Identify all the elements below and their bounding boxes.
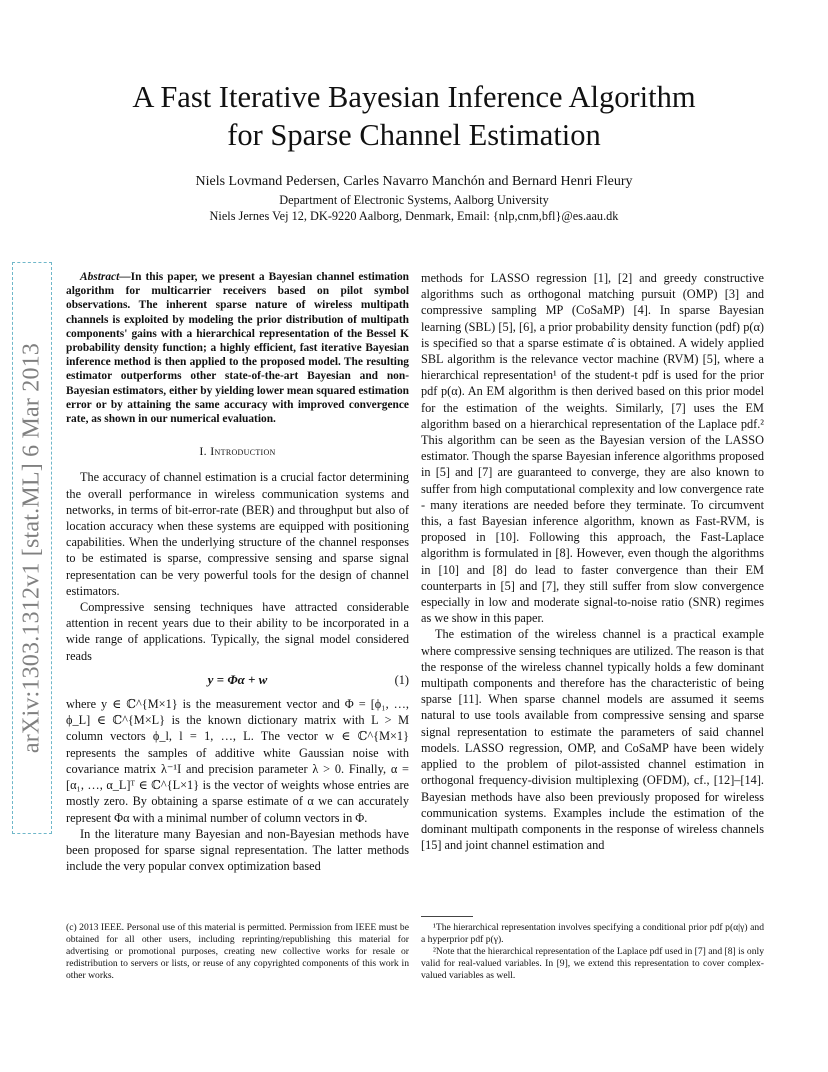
abstract-text: —In this paper, we present a Bayesian channel estimation algorithm for multicarrier receivers based on pilot symbol observations. The inherent sparse nature of wireless multipath channels is exploited by modeling the prior distribution of multipath components' gains with a hierarchical representation of the Bessel K probability density function; a highly efficient, fast iterative Bayesian inference method is then applied to the proposed model. The resulting estimator outperforms other state-of-the-art Bayesian and non-Bayesian estimators, either by yielding lower mean squared estimation error or by attaining the same accuracy with improved convergence rate, as shown in our numerical evaluation. bbox=[66, 271, 409, 426]
title-line-1: A Fast Iterative Bayesian Inference Algorithm bbox=[132, 80, 696, 114]
equation-1 bbox=[66, 672, 409, 688]
intro-paragraph-5: methods for LASSO regression [1], [2] and greedy constructive algorithms such as orthogonal matching pursuit (OMP) [3] and compressive sampling MP (CoSaMP) [4]. In sparse Bayesian learning (SBL) [5], [6], a prior probability density function (pdf) p(α) is specified so that a sparse estimate α̂ is obtained. A widely applied SBL algorithm is the relevance vector machine (RVM) [5], where a hierarchical representation¹ of the student-t pdf is used for the prior pdf p(α). An EM algorithm is then derived based on this prior model for the estimation of the weights. Similarly, [7] uses the EM algorithm based on a hierarchical representation of the Laplace pdf.² This algorithm can be seen as the Bayesian version of the LASSO estimator. Though the sparse Bayesian inference algorithms proposed in [5] and [7] are guaranteed to converge, they are also known to suffer from high computational complexity and low convergence rate - many iterations are needed before they terminate. To circumvent this, a fast Bayesian inference algorithm, known as Fast-RVM, is proposed in [10]. Following this approach, the Fast-Laplace algorithm is formulated in [8]. However, even though the algorithms in [10] and [8] do lead to faster convergence than their EM counterparts in [5] and [7], they still suffer from slow convergence especially in low and moderate signal-to-noise ratio (SNR) regimes as we show in this paper. bbox=[421, 271, 764, 626]
paper-title bbox=[60, 78, 768, 154]
affiliation-address: Niels Jernes Vej 12, DK-9220 Aalborg, Denmark, Email: {nlp,cnm,bfl}@es.aau.dk bbox=[209, 209, 619, 223]
abstract-label: Abstract bbox=[80, 271, 120, 283]
abstract bbox=[66, 270, 409, 426]
copyright-notice: (c) 2013 IEEE. Personal use of this material is permitted. Permission from IEEE must be obtained for all other users, including reprinting/republishing this material for advertising or promotional purposes, creating new collective works for resale or redistribution to servers or lists, or reuse of any copyrighted components of this work in other works. bbox=[66, 922, 409, 981]
equation-number: (1) bbox=[394, 672, 409, 687]
intro-paragraph-4: In the literature many Bayesian and non-Bayesian methods have been proposed for sparse signal representation. The latter methods include the very popular convex optimization based bbox=[66, 826, 409, 874]
authors: Niels Lovmand Pedersen, Carles Navarro Manchón and Bernard Henri Fleury bbox=[195, 174, 633, 189]
intro-paragraph-1: The accuracy of channel estimation is a crucial factor determining the overall performance in wireless communication systems and networks, in terms of bit-error-rate (BER) and throughput but also of location accuracy when these systems are equipped with positioning capabilities. When the underlying structure of the channel responses to be estimated is sparse, compressive sensing and sparse signal representation can be very powerful tools for the design of channel estimators. bbox=[66, 470, 409, 598]
affiliation-department: Department of Electronic Systems, Aalborg University bbox=[279, 193, 549, 207]
title-line-2: for Sparse Channel Estimation bbox=[227, 118, 601, 152]
left-column bbox=[66, 270, 409, 874]
section-heading-introduction bbox=[66, 443, 409, 459]
footnotes bbox=[421, 922, 764, 982]
equation-body: y = Φα + w bbox=[207, 671, 268, 687]
arxiv-sidebar[interactable] bbox=[12, 262, 52, 834]
intro-paragraph-2: Compressive sensing techniques have attracted considerable attention in recent years due to their ability to be incorporated in a wide range of applications. Typically, the signal model considered reads bbox=[66, 600, 409, 663]
arxiv-identifier: arXiv:1303.1312v1 [stat.ML] 6 Mar 2013 bbox=[18, 342, 45, 754]
right-column bbox=[421, 270, 764, 853]
intro-paragraph-3: where y ∈ ℂ^{M×1} is the measurement vector and Φ = [ϕ₁, …, ϕ_L] ∈ ℂ^{M×L} is the known dictionary matrix with L > M column vectors ϕ_l, l = 1, …, L. The vector w ∈ ℂ^{M×1} represents the samples of additive white Gaussian noise with covariance matrix λ⁻¹I and precision parameter λ > 0. Finally, α = [α₁, …, α_L]ᵀ ∈ ℂ^{L×1} is the vector of weights whose entries are mostly zero. By obtaining a sparse estimate of α we can accurately represent Φα with a minimal number of column vectors in Φ. bbox=[66, 697, 409, 825]
intro-paragraph-6: The estimation of the wireless channel is a practical example where compressive sensing techniques are utilized. The reason is that the response of the wireless channel typically holds a few dominant multipath components and therefore has the characteristic of being sparse [11]. When sparse channel models are assumed it seems natural to use tools available from compressive sensing and sparse signal representation to estimate the parameters of said channel models. LASSO regression, OMP, and CoSaMP have been widely applied to the problem of pilot-assisted channel estimation in orthogonal frequency-division multiplexing (OFDM), cf., [12]–[14]. Bayesian methods have also been previously proposed for wireless communication systems. Examples include the estimation of the dominant multipath components in the response of wireless channels [15] and joint channel estimation and bbox=[421, 627, 764, 853]
section-number: I. bbox=[199, 444, 207, 459]
footnote-1: ¹The hierarchical representation involves specifying a conditional prior pdf p(α|γ) and a hyperprior pdf p(γ). bbox=[421, 922, 764, 945]
section-title: Introduction bbox=[210, 444, 276, 459]
footnote-rule bbox=[421, 916, 473, 917]
footnote-2: ²Note that the hierarchical representation of the Laplace pdf used in [7] and [8] is only valid for real-valued variables. In [9], we extend this representation to cover complex-valued variables as well. bbox=[421, 946, 764, 981]
